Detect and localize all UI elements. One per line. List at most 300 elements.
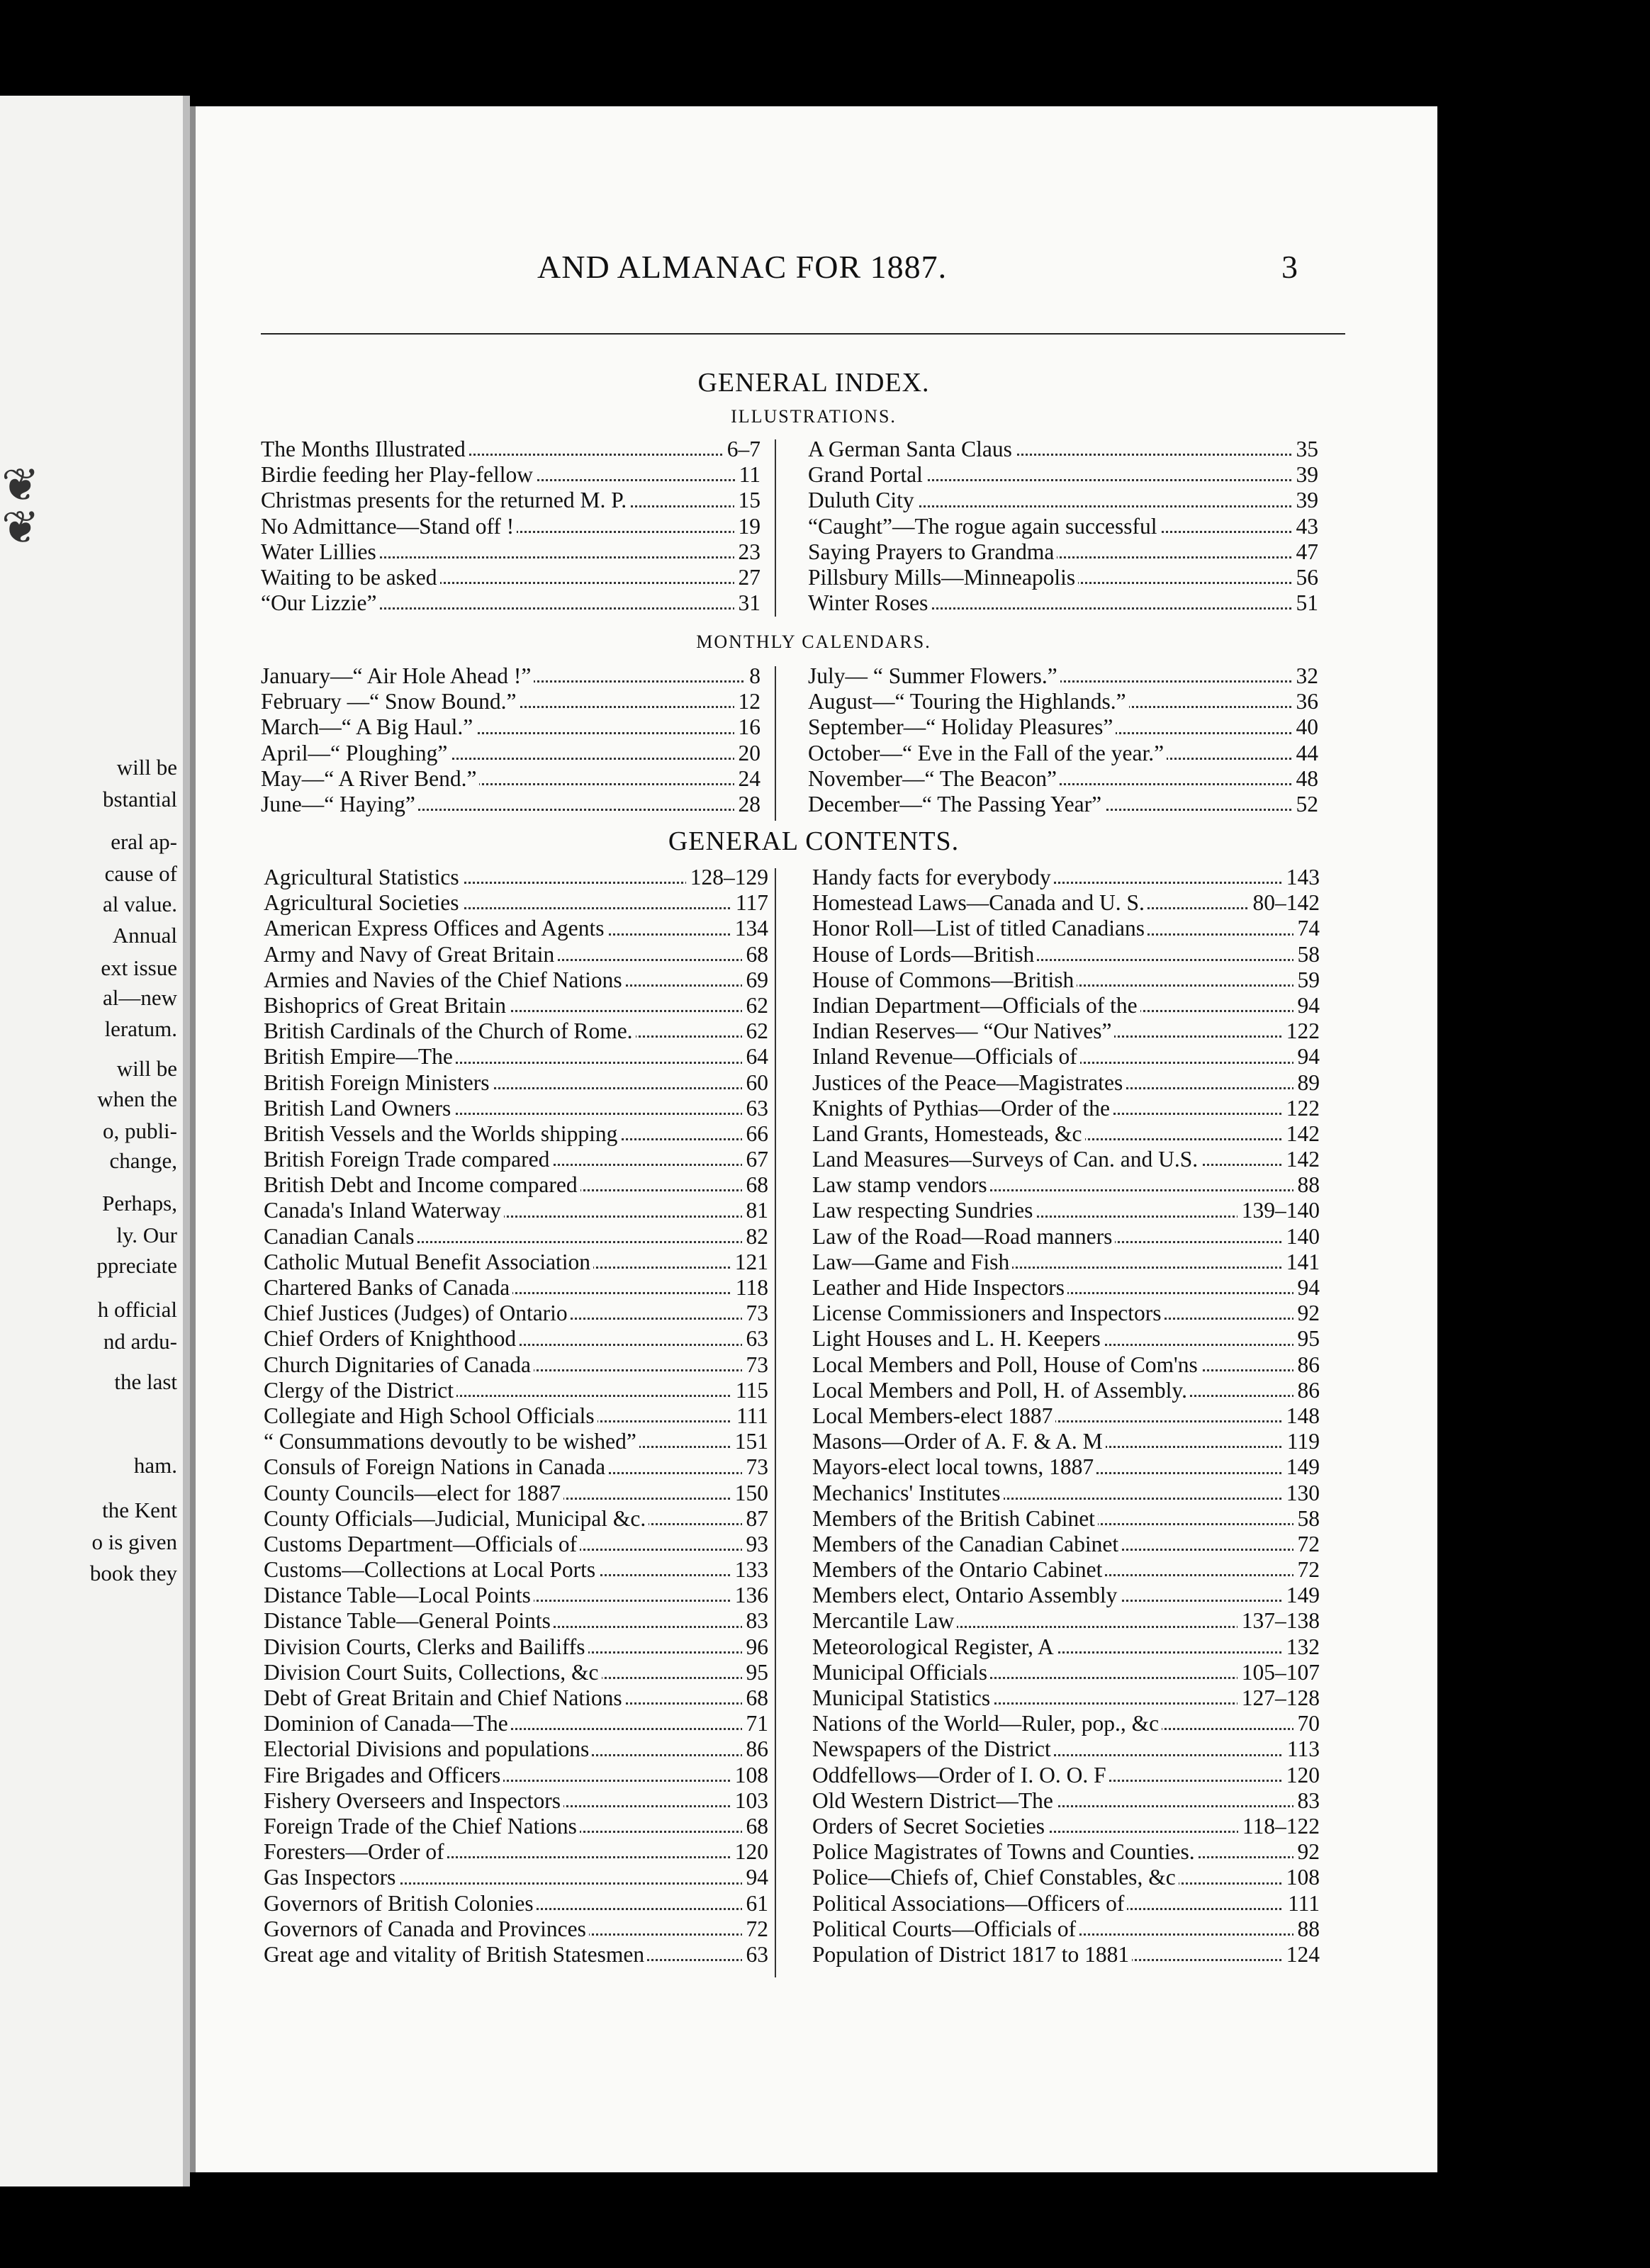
entry-title: British Foreign Ministers	[264, 1070, 493, 1095]
entry-title: Pillsbury Mills—Minneapolis	[808, 565, 1078, 590]
entry-title: Army and Navy of Great Britain	[264, 942, 557, 967]
entry-title: Orders of Secret Societies	[812, 1814, 1048, 1838]
index-entry	[264, 1685, 768, 1711]
index-entry	[264, 1275, 768, 1301]
entry-title: Canadian Canals	[264, 1224, 417, 1249]
index-entry	[812, 1711, 1320, 1736]
index-entry	[808, 663, 1318, 689]
entry-page: 72	[1293, 1532, 1320, 1557]
index-entry	[812, 1763, 1320, 1788]
entry-page: 63	[742, 1096, 769, 1121]
index-entry	[261, 437, 761, 462]
entry-title: Masons—Order of A. F. & A. M	[812, 1429, 1106, 1454]
facing-page	[0, 96, 190, 2186]
entry-title: British Vessels and the Worlds shipping	[264, 1121, 620, 1146]
index-entry	[261, 766, 761, 792]
entry-title: Chartered Banks of Canada	[264, 1275, 512, 1300]
entry-title: Agricultural Societies	[264, 890, 462, 915]
index-entry	[812, 942, 1320, 967]
entry-title: The Months Illustrated	[261, 437, 468, 461]
index-entry	[812, 916, 1320, 941]
entry-page: 94	[1293, 1044, 1320, 1070]
facing-page-line: will be	[116, 755, 177, 780]
entry-page: 134	[731, 916, 768, 941]
entry-title: Birdie feeding her Play-fellow	[261, 462, 536, 487]
index-entry	[264, 1403, 768, 1429]
entry-title: Electorial Divisions and populations	[264, 1736, 592, 1761]
index-entry	[264, 1429, 768, 1454]
index-entry	[808, 714, 1318, 740]
index-entry	[812, 1839, 1320, 1865]
entry-page: 58	[1293, 942, 1320, 967]
entry-page: 68	[742, 1172, 769, 1198]
entry-title: Law stamp vendors	[812, 1172, 990, 1197]
illustrations-right-column	[808, 437, 1318, 616]
index-entry	[264, 916, 768, 941]
entry-title: April—“ Ploughing”	[261, 741, 450, 765]
index-entry	[808, 689, 1318, 714]
index-entry	[264, 1660, 768, 1685]
entry-title: March—“ A Big Haul.”	[261, 714, 476, 739]
entry-page: 95	[1293, 1326, 1320, 1352]
entry-title: Collegiate and High School Officials	[264, 1403, 597, 1428]
entry-page: 142	[1282, 1147, 1320, 1172]
entry-page: 44	[1292, 741, 1319, 766]
index-entry	[264, 1788, 768, 1814]
entry-title: Law respecting Sundries	[812, 1198, 1036, 1223]
index-entry	[264, 1481, 768, 1506]
index-entry	[264, 993, 768, 1018]
entry-page: 68	[742, 1814, 769, 1839]
index-entry	[264, 1814, 768, 1839]
entry-page: 71	[742, 1711, 769, 1736]
index-entry	[812, 1634, 1320, 1660]
index-entry	[808, 766, 1318, 792]
entry-title: Indian Reserves— “Our Natives”	[812, 1018, 1114, 1043]
entry-title: Justices of the Peace—Magistrates	[812, 1070, 1126, 1095]
entry-title: Division Court Suits, Collections, &c	[264, 1660, 602, 1685]
entry-title: Meteorological Register, A	[812, 1634, 1057, 1659]
entry-title: Armies and Navies of the Chief Nations	[264, 967, 625, 992]
index-entry	[264, 1865, 768, 1890]
entry-title: February —“ Snow Bound.”	[261, 689, 519, 714]
entry-page: 142	[1282, 1121, 1320, 1147]
entry-page: 81	[742, 1198, 769, 1223]
index-entry	[812, 1172, 1320, 1198]
entry-title: Members of the Canadian Cabinet	[812, 1532, 1121, 1556]
index-entry	[264, 967, 768, 993]
entry-page: 127–128	[1238, 1685, 1320, 1711]
entry-page: 39	[1292, 462, 1319, 488]
facing-page-line: eral ap-	[111, 829, 177, 854]
facing-page-line: al value.	[102, 892, 177, 916]
entry-title: Municipal Officials	[812, 1660, 990, 1685]
illustrations-heading: ILLUSTRATIONS.	[731, 406, 897, 427]
entry-page: 47	[1292, 539, 1319, 565]
entry-page: 80–142	[1249, 890, 1320, 916]
header-rule	[261, 333, 1345, 335]
index-entry	[264, 1942, 768, 1967]
entry-title: Foreign Trade of the Chief Nations	[264, 1814, 580, 1838]
entry-title: A German Santa Claus	[808, 437, 1015, 461]
entry-page: 39	[1292, 488, 1319, 513]
facing-page-line: change,	[109, 1148, 177, 1173]
index-entry	[264, 1378, 768, 1403]
index-entry	[808, 539, 1318, 565]
index-entry	[264, 1634, 768, 1660]
index-entry	[261, 488, 761, 513]
index-entry	[812, 1788, 1320, 1814]
column-divider	[775, 439, 776, 617]
index-entry	[812, 1121, 1320, 1147]
index-entry	[264, 1891, 768, 1916]
index-entry	[812, 890, 1320, 916]
facing-page-line: bstantial	[102, 787, 177, 812]
facing-page-line: when the	[97, 1087, 177, 1111]
entry-title: Honor Roll—List of titled Canadians	[812, 916, 1147, 941]
index-entry	[808, 792, 1318, 817]
index-entry	[812, 1660, 1320, 1685]
index-entry	[264, 1711, 768, 1736]
entry-page: 88	[1293, 1916, 1320, 1942]
running-head: AND ALMANAC FOR 1887.	[537, 249, 948, 285]
index-entry	[264, 1198, 768, 1223]
entry-title: Municipal Statistics	[812, 1685, 993, 1710]
entry-title: Members of the Ontario Cabinet	[812, 1557, 1105, 1582]
index-entry	[812, 993, 1320, 1018]
index-entry	[264, 1018, 768, 1044]
index-entry	[264, 1736, 768, 1762]
entry-title: November—“ The Beacon”	[808, 766, 1060, 791]
index-entry	[812, 1250, 1320, 1275]
index-entry	[812, 1916, 1320, 1942]
entry-page: 137–138	[1238, 1608, 1320, 1634]
contents-heading: GENERAL CONTENTS.	[668, 826, 960, 856]
entry-title: Great age and vitality of British Statesmen	[264, 1942, 647, 1967]
index-entry	[812, 1685, 1320, 1711]
entry-title: County Councils—elect for 1887	[264, 1481, 563, 1505]
index-entry	[264, 1839, 768, 1865]
entry-title: Duluth City	[808, 488, 917, 512]
entry-page: 70	[1293, 1711, 1320, 1736]
index-entry	[264, 1147, 768, 1172]
entry-page: 122	[1282, 1096, 1320, 1121]
entry-page: 67	[742, 1147, 769, 1172]
index-entry	[264, 1224, 768, 1250]
entry-page: 93	[742, 1532, 769, 1557]
entry-page: 128–129	[686, 865, 768, 890]
index-entry	[264, 1916, 768, 1942]
entry-page: 136	[731, 1583, 768, 1608]
index-entry	[264, 1172, 768, 1198]
index-entry	[812, 1326, 1320, 1352]
index-entry	[812, 1736, 1320, 1762]
entry-title: Law of the Road—Road manners	[812, 1224, 1115, 1249]
entry-page: 87	[742, 1506, 769, 1532]
entry-title: Customs—Collections at Local Ports	[264, 1557, 598, 1582]
index-entry	[812, 1224, 1320, 1250]
entry-title: January—“ Air Hole Ahead !”	[261, 663, 534, 688]
entry-page: 148	[1282, 1403, 1320, 1429]
entry-page: 103	[731, 1788, 768, 1814]
entry-page: 16	[734, 714, 761, 740]
index-entry	[261, 565, 761, 590]
entry-page: 86	[1293, 1378, 1320, 1403]
entry-page: 140	[1282, 1224, 1320, 1250]
index-entry	[812, 1557, 1320, 1583]
entry-page: 8	[745, 663, 761, 689]
entry-title: County Officials—Judicial, Municipal &c.	[264, 1506, 649, 1531]
entry-page: 118–122	[1238, 1814, 1320, 1839]
entry-page: 74	[1293, 916, 1320, 941]
index-entry	[808, 488, 1318, 513]
entry-title: Catholic Mutual Benefit Association	[264, 1250, 593, 1274]
entry-page: 149	[1282, 1583, 1320, 1608]
index-entry	[808, 462, 1318, 488]
entry-title: British Land Owners	[264, 1096, 454, 1121]
entry-page: 11	[735, 462, 761, 488]
entry-title: British Foreign Trade compared	[264, 1147, 552, 1172]
contents-right-column	[812, 865, 1320, 1967]
entry-page: 115	[731, 1378, 768, 1403]
entry-title: Water Lillies	[261, 539, 379, 564]
index-entry	[808, 590, 1318, 616]
entry-title: House of Commons—British	[812, 967, 1077, 992]
entry-title: “Caught”—The rogue again successful	[808, 514, 1160, 539]
entry-title: December—“ The Passing Year”	[808, 792, 1104, 816]
index-entry	[264, 865, 768, 890]
entry-page: 35	[1292, 437, 1319, 462]
entry-page: 118	[731, 1275, 768, 1301]
index-entry	[261, 741, 761, 766]
entry-page: 62	[742, 993, 769, 1018]
column-divider	[775, 868, 776, 1977]
entry-title: Nations of the World—Ruler, pop., &c	[812, 1711, 1162, 1736]
index-entry	[261, 792, 761, 817]
illustrations-left-column	[261, 437, 761, 616]
entry-title: British Empire—The	[264, 1044, 456, 1069]
entry-page: 68	[742, 942, 769, 967]
index-entry	[264, 1301, 768, 1326]
entry-title: Mercantile Law	[812, 1608, 957, 1633]
index-entry	[264, 1454, 768, 1480]
index-title: GENERAL INDEX.	[697, 368, 930, 398]
entry-title: Law—Game and Fish	[812, 1250, 1012, 1274]
entry-title: Chief Orders of Knighthood	[264, 1326, 519, 1351]
index-entry	[264, 1557, 768, 1583]
entry-page: 113	[1283, 1736, 1320, 1762]
entry-title: Bishoprics of Great Britain	[264, 993, 509, 1018]
entry-title: Fishery Overseers and Inspectors	[264, 1788, 563, 1813]
facing-page-line: will be	[116, 1056, 177, 1081]
entry-page: 119	[1283, 1429, 1320, 1454]
entry-title: Debt of Great Britain and Chief Nations	[264, 1685, 625, 1710]
index-entry	[812, 1506, 1320, 1532]
entry-title: British Cardinals of the Church of Rome.	[264, 1018, 636, 1043]
entry-page: 149	[1282, 1454, 1320, 1480]
entry-page: 96	[742, 1634, 769, 1660]
facing-page-line: cause of	[104, 861, 177, 886]
entry-page: 92	[1293, 1301, 1320, 1326]
index-entry	[261, 714, 761, 740]
index-entry	[264, 1250, 768, 1275]
entry-page: 36	[1292, 689, 1319, 714]
entry-page: 120	[1282, 1763, 1320, 1788]
entry-title: Land Measures—Surveys of Can. and U.S.	[812, 1147, 1201, 1172]
entry-title: Mechanics' Institutes	[812, 1481, 1004, 1505]
entry-page: 143	[1282, 865, 1320, 890]
entry-title: Distance Table—Local Points	[264, 1583, 534, 1607]
index-entry	[261, 590, 761, 616]
entry-title: Leather and Hide Inspectors	[812, 1275, 1067, 1300]
entry-page: 95	[742, 1660, 769, 1685]
entry-title: Indian Department—Officials of the	[812, 993, 1140, 1018]
entry-page: 124	[1282, 1942, 1320, 1967]
entry-title: Homestead Laws—Canada and U. S.	[812, 890, 1147, 915]
entry-page: 151	[731, 1429, 768, 1454]
page-number: 3	[1281, 249, 1298, 285]
entry-page: 6–7	[723, 437, 761, 462]
entry-page: 120	[731, 1839, 768, 1865]
page-header	[190, 248, 1437, 291]
entry-page: 19	[734, 514, 761, 539]
entry-title: Population of District 1817 to 1881	[812, 1942, 1132, 1967]
entry-page: 28	[734, 792, 761, 817]
entry-title: Governors of British Colonies	[264, 1891, 537, 1916]
facing-page-line: h official	[97, 1297, 177, 1322]
index-entry	[812, 1608, 1320, 1634]
index-entry	[264, 1608, 768, 1634]
entry-page: 150	[731, 1481, 768, 1506]
entry-page: 63	[742, 1326, 769, 1352]
index-entry	[812, 1429, 1320, 1454]
entry-title: British Debt and Income compared	[264, 1172, 580, 1197]
index-entry	[264, 1070, 768, 1096]
index-entry	[812, 1378, 1320, 1403]
facing-page-line: Perhaps,	[102, 1191, 177, 1216]
index-entry	[261, 663, 761, 689]
entry-title: House of Lords—British	[812, 942, 1037, 967]
entry-title: Governors of Canada and Provinces	[264, 1916, 589, 1941]
entry-title: Division Courts, Clerks and Bailiffs	[264, 1634, 588, 1659]
index-entry	[812, 1814, 1320, 1839]
calendars-heading: MONTHLY CALENDARS.	[696, 631, 931, 652]
entry-page: 92	[1293, 1839, 1320, 1865]
entry-page: 24	[734, 766, 761, 792]
index-entry	[812, 1481, 1320, 1506]
entry-page: 133	[731, 1557, 768, 1583]
entry-title: Local Members and Poll, House of Com'ns	[812, 1352, 1201, 1377]
index-entry	[808, 514, 1318, 539]
entry-title: Church Dignitaries of Canada	[264, 1352, 534, 1377]
index-entry	[812, 1352, 1320, 1378]
calendars-right-column	[808, 663, 1318, 817]
entry-page: 130	[1282, 1481, 1320, 1506]
entry-page: 108	[731, 1763, 768, 1788]
entry-title: Foresters—Order of	[264, 1839, 447, 1864]
entry-page: 89	[1293, 1070, 1320, 1096]
index-entry	[808, 741, 1318, 766]
entry-title: August—“ Touring the Highlands.”	[808, 689, 1129, 714]
entry-title: Local Members-elect 1887	[812, 1403, 1055, 1428]
entry-title: Chief Justices (Judges) of Ontario	[264, 1301, 571, 1325]
index-entry	[812, 1532, 1320, 1557]
entry-page: 94	[1293, 993, 1320, 1018]
entry-page: 64	[742, 1044, 769, 1070]
entry-page: 72	[742, 1916, 769, 1942]
index-entry	[264, 1763, 768, 1788]
entry-page: 62	[742, 1018, 769, 1044]
entry-page: 12	[734, 689, 761, 714]
index-entry	[812, 967, 1320, 993]
entry-title: Old Western District—The	[812, 1788, 1056, 1813]
entry-page: 108	[1282, 1865, 1320, 1890]
index-entry	[812, 1942, 1320, 1967]
entry-title: Grand Portal	[808, 462, 926, 487]
index-entry	[812, 1198, 1320, 1223]
entry-page: 73	[742, 1454, 769, 1480]
entry-page: 51	[1292, 590, 1319, 616]
entry-title: Inland Revenue—Officials of	[812, 1044, 1080, 1069]
entry-title: Distance Table—General Points	[264, 1608, 554, 1633]
facing-page-line: Annual	[112, 923, 177, 948]
index-entry	[808, 437, 1318, 462]
entry-title: July— “ Summer Flowers.”	[808, 663, 1060, 688]
entry-page: 73	[742, 1352, 769, 1378]
index-entry	[264, 890, 768, 916]
entry-title: Oddfellows—Order of I. O. O. F	[812, 1763, 1109, 1787]
entry-page: 48	[1292, 766, 1319, 792]
entry-page: 72	[1293, 1557, 1320, 1583]
ornament-icon: ❦ ❦	[1, 459, 40, 554]
entry-title: American Express Offices and Agents	[264, 916, 607, 941]
index-entry	[812, 865, 1320, 890]
index-entry	[812, 1301, 1320, 1326]
entry-title: “ Consummations devoutly to be wished”	[264, 1429, 639, 1454]
entry-title: May—“ A River Bend.”	[261, 766, 479, 791]
facing-page-line: ham.	[133, 1453, 177, 1478]
facing-page-line: nd ardu-	[103, 1329, 177, 1354]
entry-page: 132	[1282, 1634, 1320, 1660]
entry-title: “Our Lizzie”	[261, 590, 380, 615]
entry-title: Gas Inspectors	[264, 1865, 398, 1890]
entry-page: 68	[742, 1685, 769, 1711]
entry-title: Saying Prayers to Grandma	[808, 539, 1057, 564]
entry-page: 60	[742, 1070, 769, 1096]
index-entry	[812, 1403, 1320, 1429]
index-entry	[812, 1147, 1320, 1172]
entry-page: 69	[742, 967, 769, 993]
index-entry	[261, 514, 761, 539]
entry-page: 94	[1293, 1275, 1320, 1301]
index-entry	[264, 1532, 768, 1557]
entry-page: 40	[1292, 714, 1319, 740]
entry-page: 31	[734, 590, 761, 616]
facing-page-line: ext issue	[101, 955, 177, 980]
entry-page: 88	[1293, 1172, 1320, 1198]
entry-title: October—“ Eve in the Fall of the year.”	[808, 741, 1167, 765]
entry-page: 94	[742, 1865, 769, 1890]
entry-page: 63	[742, 1942, 769, 1967]
entry-page: 58	[1293, 1506, 1320, 1532]
entry-title: No Admittance—Stand off !	[261, 514, 517, 539]
entry-title: Consuls of Foreign Nations in Canada	[264, 1454, 608, 1479]
entry-title: Political Courts—Officials of	[812, 1916, 1079, 1941]
facing-page-line: the last	[114, 1369, 177, 1394]
facing-page-line: al—new	[102, 985, 177, 1010]
entry-page: 86	[742, 1736, 769, 1762]
entry-title: Knights of Pythias—Order of the	[812, 1096, 1113, 1121]
